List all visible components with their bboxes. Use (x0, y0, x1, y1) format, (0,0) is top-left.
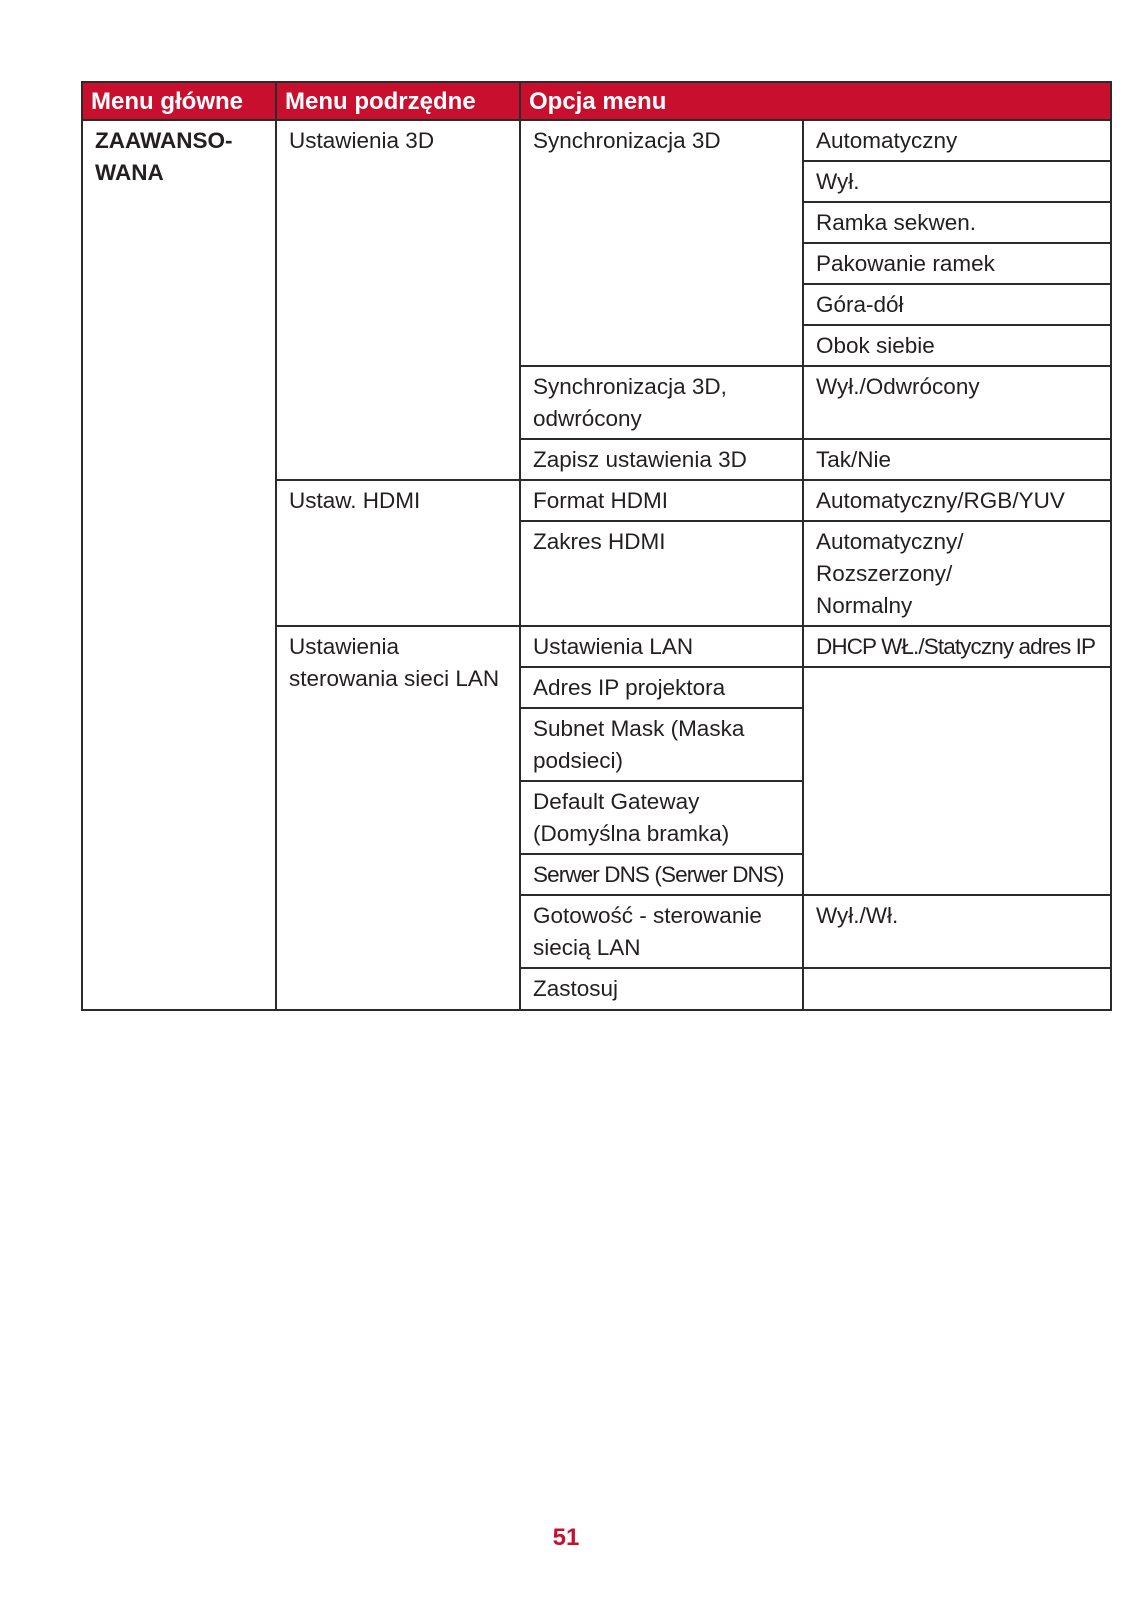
value-3d-sync-side-by-side: Obok siebie (803, 325, 1111, 366)
option-3d-sync: Synchronizacja 3D (520, 120, 803, 366)
option-3d-sync-invert: Synchronizacja 3D, odwrócony (520, 366, 803, 439)
value-3d-sync-frame-packing: Pakowanie ramek (803, 243, 1111, 284)
value-3d-sync-auto: Automatyczny (803, 120, 1111, 161)
option-dns-server: Serwer DNS (Serwer DNS) (520, 854, 803, 895)
page-number: 51 (552, 1524, 580, 1551)
value-3d-sync-frame-sequential: Ramka sekwen. (803, 202, 1111, 243)
value-3d-sync-off: Wył. (803, 161, 1111, 202)
main-menu-cell: ZAAWANSO- WANA (82, 120, 276, 1010)
table-row (82, 120, 1111, 161)
option-apply: Zastosuj (520, 968, 803, 1010)
value-lan-settings: DHCP WŁ./Statyczny adres IP (803, 626, 1111, 667)
header-row (82, 82, 1111, 120)
value-apply-empty (803, 968, 1111, 1010)
option-lan-standby: Gotowość - sterowanie siecią LAN (520, 895, 803, 968)
value-3d-sync-invert: Wył./Odwrócony (803, 366, 1111, 439)
value-save-3d-settings: Tak/Nie (803, 439, 1111, 480)
header-menu-option: Opcja menu (520, 82, 1111, 120)
value-3d-sync-top-bottom: Góra-dół (803, 284, 1111, 325)
submenu-3d-settings: Ustawienia 3D (276, 120, 520, 480)
option-save-3d-settings: Zapisz ustawienia 3D (520, 439, 803, 480)
option-projector-ip: Adres IP projektora (520, 667, 803, 708)
submenu-lan-control-settings: Ustawienia sterowania sieci LAN (276, 626, 520, 1010)
option-hdmi-range: Zakres HDMI (520, 521, 803, 626)
option-default-gateway: Default Gateway (Domyślna bramka) (520, 781, 803, 854)
value-network-fields-empty (803, 667, 1111, 895)
value-lan-standby: Wył./Wł. (803, 895, 1111, 968)
option-lan-settings: Ustawienia LAN (520, 626, 803, 667)
menu-table (81, 81, 1112, 1011)
option-subnet-mask: Subnet Mask (Maska podsieci) (520, 708, 803, 781)
value-hdmi-format: Automatyczny/RGB/YUV (803, 480, 1111, 521)
header-sub-menu: Menu podrzędne (276, 82, 520, 120)
header-main-menu: Menu główne (82, 82, 276, 120)
option-hdmi-format: Format HDMI (520, 480, 803, 521)
value-hdmi-range: Automatyczny/ Rozszerzony/ Normalny (803, 521, 1111, 626)
submenu-hdmi-settings: Ustaw. HDMI (276, 480, 520, 626)
